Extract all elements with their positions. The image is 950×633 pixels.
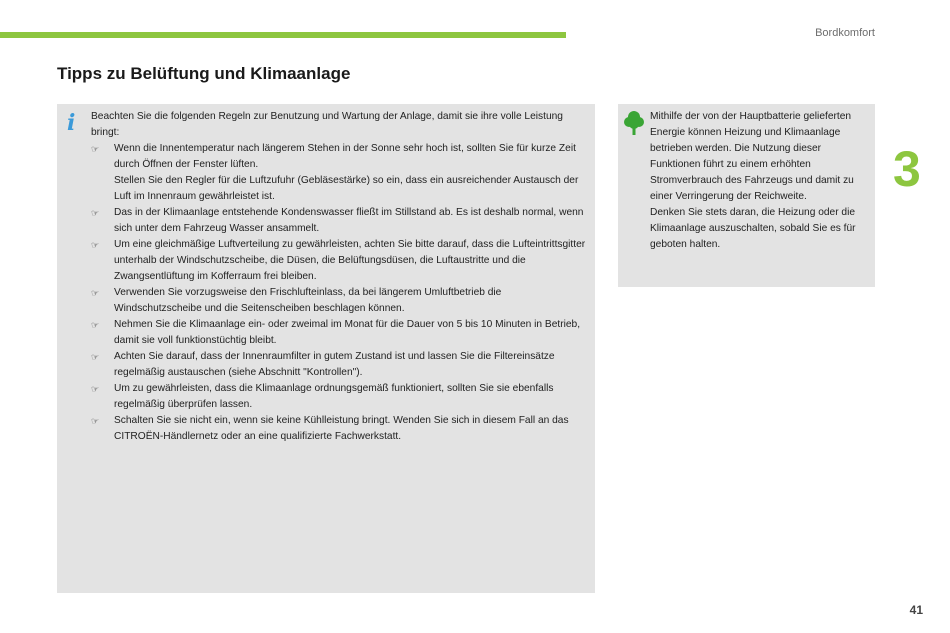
list-item xyxy=(91,413,591,445)
pointing-hand-icon: ☞ xyxy=(91,208,100,218)
list-item-text: Schalten Sie sie nicht ein, wenn sie keine Kühlleistung bringt. Wenden Sie sich in diesem Fall an das CITROËN-Händlernetz oder an eine qualifizierte Fachwerkstatt. xyxy=(114,415,569,442)
list-item xyxy=(91,285,591,317)
pointing-hand-icon: ☞ xyxy=(91,320,100,330)
eco-paragraph-2: Denken Sie stets daran, die Heizung oder die Klimaanlage auszuschalten, sobald Sie es für geboten halten. xyxy=(650,207,856,250)
list-item-text: Das in der Klimaanlage entstehende Kondenswasser fließt im Stillstand ab. Es ist deshalb normal, wenn sich unter dem Fahrzeug Wasser ansammelt. xyxy=(114,207,584,234)
list-item xyxy=(91,381,591,413)
section-name: Bordkomfort xyxy=(815,27,875,39)
list-item-text: Wenn die Innentemperatur nach längerem Stehen in der Sonne sehr hoch ist, sollten Sie für kurze Zeit durch Öffnen der Fenster lüften. xyxy=(114,143,576,170)
tips-list xyxy=(91,141,591,445)
list-item-text: Achten Sie darauf, dass der Innenraumfilter in gutem Zustand ist und lassen Sie die Filtereinsätze regelmäßig austauschen (siehe Abschnitt "Kontrollen"). xyxy=(114,351,555,378)
list-item xyxy=(91,237,591,285)
list-item-text: Verwenden Sie vorzugsweise den Frischlufteinlass, da bei längerem Umluftbetrieb die Windschutzscheibe und die Seitenscheiben beschlagen können. xyxy=(114,287,502,314)
list-item-text: Um eine gleichmäßige Luftverteilung zu gewährleisten, achten Sie bitte darauf, dass die Lufteintrittsgitter unterhalb der Windschutzscheibe, die Düsen, die Belüftungsdüsen, die Luftaustritte und die Zwangsentlüftung im Kofferraum frei bleiben. xyxy=(114,239,586,282)
pointing-hand-icon: ☞ xyxy=(91,352,100,362)
eco-paragraph-1: Mithilfe der von der Hauptbatterie gelieferten Energie können Heizung und Klimaanlage betrieben werden. Die Nutzung dieser Funktionen führt zu einem erhöhten Stromverbrauch des Fahrzeugs und damit zu einer Verringerung der Reichweite. xyxy=(650,111,854,202)
eco-box xyxy=(618,104,875,287)
pointing-hand-icon: ☞ xyxy=(91,288,100,298)
info-box-text xyxy=(91,109,591,445)
pointing-hand-icon: ☞ xyxy=(91,240,100,250)
chapter-number: 3 xyxy=(893,141,921,197)
pointing-hand-icon: ☞ xyxy=(91,416,100,426)
pointing-hand-icon: ☞ xyxy=(91,144,100,154)
list-item-extra: Stellen Sie den Regler für die Luftzufuhr (Gebläsestärke) so ein, dass ein ausreichender Austausch der Luft im Innenraum gewährleistet ist. xyxy=(114,175,579,202)
eco-box-text xyxy=(650,109,872,253)
list-item xyxy=(91,141,591,205)
info-intro: Beachten Sie die folgenden Regeln zur Benutzung und Wartung der Anlage, damit sie ihre volle Leistung bringt: xyxy=(91,111,563,138)
list-item-text: Nehmen Sie die Klimaanlage ein- oder zweimal im Monat für die Dauer von 5 bis 10 Minuten in Betrieb, damit sie voll funktionstüchtig bleibt. xyxy=(114,319,581,346)
list-item xyxy=(91,349,591,381)
info-box xyxy=(57,104,595,593)
pointing-hand-icon: ☞ xyxy=(91,384,100,394)
header-accent-bar xyxy=(0,32,566,38)
info-icon: i xyxy=(67,110,76,136)
eco-tree-icon xyxy=(624,110,644,136)
page-title: Tipps zu Belüftung und Klimaanlage xyxy=(57,64,351,83)
page-number: 41 xyxy=(909,603,923,617)
list-item xyxy=(91,205,591,237)
list-item-text: Um zu gewährleisten, dass die Klimaanlage ordnungsgemäß funktioniert, sollten Sie sie ebenfalls regelmäßig überprüfen lassen. xyxy=(114,383,554,410)
list-item xyxy=(91,317,591,349)
